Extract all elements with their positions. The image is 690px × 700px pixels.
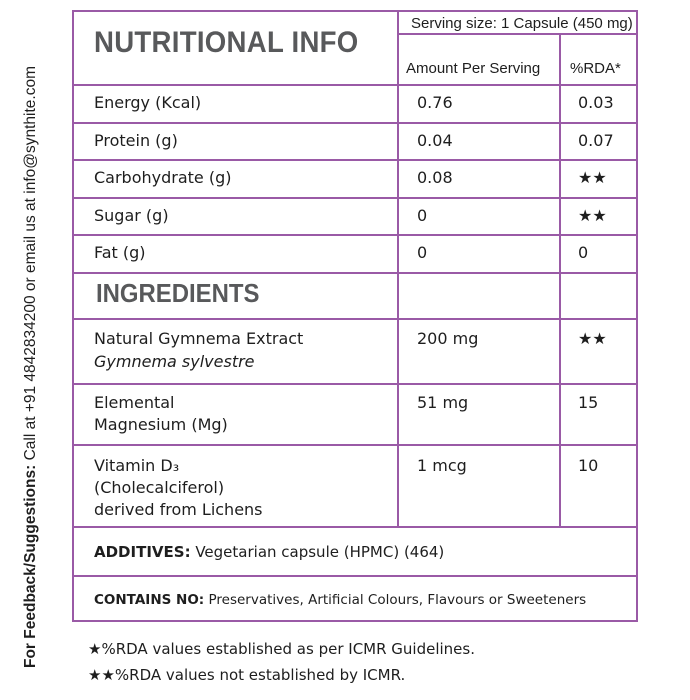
ingredient-amount: 1 mcg — [417, 456, 467, 475]
ingredients-title: INGREDIENTS — [96, 278, 260, 308]
nutrient-label: Protein (g) — [94, 131, 178, 150]
contains-no-text: Preservatives, Artificial Colours, Flavours or Sweeteners — [204, 592, 587, 608]
nutrition-panel — [72, 10, 638, 622]
feedback-note — [22, 28, 40, 668]
nutrient-rda: 0.07 — [578, 131, 614, 150]
ingredient-name: Elemental — [94, 393, 175, 412]
ingredient-rda: 10 — [578, 456, 599, 475]
contains-no-label: CONTAINS NO: — [94, 592, 205, 608]
nutrient-label: Fat (g) — [94, 243, 146, 262]
ingredient-botanical-name: Gymnema sylvestre — [94, 352, 255, 371]
amount-column-header: Amount Per Serving — [406, 60, 541, 77]
rda-column-header: %RDA* — [570, 60, 621, 77]
ingredient-name: Vitamin D₃ — [94, 456, 180, 475]
footnote-rda-not-established: ★★%RDA values not established by ICMR. — [88, 666, 406, 684]
ingredient-name-line3: derived from Lichens — [94, 500, 263, 519]
nutrient-amount: 0.08 — [417, 168, 453, 187]
ingredient-rda: ★★ — [578, 329, 607, 348]
feedback-contact: Call at +91 4842834200 or email us at info@synthite.com — [22, 66, 39, 465]
additives-line — [94, 542, 444, 563]
nutrient-rda: 0 — [578, 243, 589, 262]
nutrient-label: Carbohydrate (g) — [94, 168, 232, 187]
nutrition-title: NUTRITIONAL INFO — [94, 26, 359, 59]
serving-size: Serving size: 1 Capsule (450 mg) — [411, 15, 633, 32]
nutrient-amount: 0 — [417, 243, 428, 262]
nutrient-label: Energy (Kcal) — [94, 93, 202, 112]
nutrient-label: Sugar (g) — [94, 206, 169, 225]
ingredient-name-line2: Magnesium (Mg) — [94, 415, 228, 434]
ingredient-name-line2: (Cholecalciferol) — [94, 478, 225, 497]
nutrient-rda: 0.03 — [578, 93, 614, 112]
nutrient-amount: 0 — [417, 206, 428, 225]
contains-no-line — [94, 590, 586, 611]
nutrient-rda: ★★ — [578, 168, 607, 187]
footnote-rda-established: ★%RDA values established as per ICMR Guidelines. — [88, 640, 475, 658]
feedback-label: For Feedback/Suggestions: — [22, 464, 39, 668]
ingredient-amount: 51 mg — [417, 393, 469, 412]
ingredient-name: Natural Gymnema Extract — [94, 329, 304, 348]
additives-text: Vegetarian capsule (HPMC) (464) — [190, 543, 445, 561]
nutrient-amount: 0.76 — [417, 93, 453, 112]
additives-label: ADDITIVES: — [94, 543, 191, 561]
ingredient-rda: 15 — [578, 393, 599, 412]
nutrient-rda: ★★ — [578, 206, 607, 225]
nutrient-amount: 0.04 — [417, 131, 453, 150]
ingredient-amount: 200 mg — [417, 329, 479, 348]
